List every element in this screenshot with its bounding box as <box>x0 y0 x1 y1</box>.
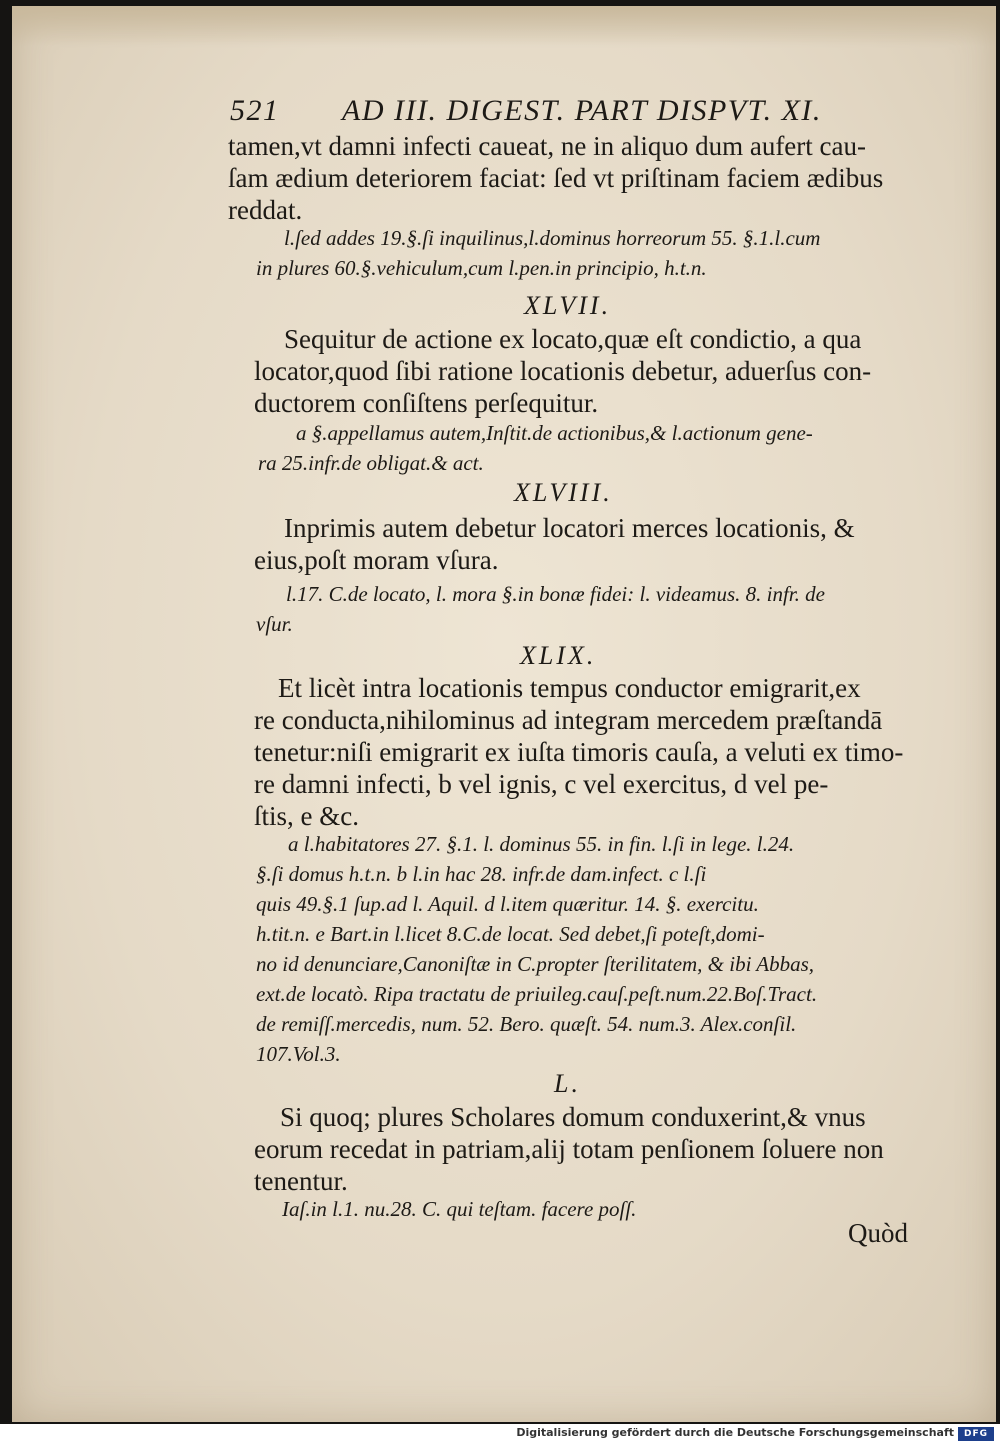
footnote-line: 107.Vol.3. <box>256 1042 341 1066</box>
text-line: re conducta,nihilominus ad integram mercedem præſtandā <box>254 705 883 735</box>
text-line: Si quoq; plures Scholares domum conduxerint,& vnus <box>280 1102 866 1132</box>
text-line: tenetur:niſi emigrarit ex iuſta timoris cauſa, a veluti ex timo- <box>254 737 904 767</box>
footnote-line: vſur. <box>256 612 293 636</box>
text-line: ductorem conſiſtens perſequitur. <box>254 388 599 418</box>
footnote-line: a l.habitatores 27. §.1. l. dominus 55. in fin. l.ſi in lege. l.24. <box>288 832 795 856</box>
section-number: L. <box>554 1069 581 1098</box>
section-number: XLIX. <box>520 641 597 670</box>
footnote-line: l.17. C.de locato, l. mora §.in bonæ fidei: l. videamus. 8. infr. de <box>286 582 825 606</box>
text-line: eius,poſt moram vſura. <box>254 545 499 575</box>
footnote-line: a §.appellamus autem,Inſtit.de actionibus,& l.actionum gene- <box>296 421 813 445</box>
text-line: re damni infecti, b vel ignis, c vel exercitus, d vel pe- <box>254 769 829 799</box>
text-line: locator,quod ſibi ratione locationis debetur, aduerſus con- <box>254 356 872 386</box>
text-line: ſtis, e &c. <box>254 801 359 831</box>
footnote-line: ext.de locatò. Ripa tractatu de priuileg.cauſ.peſt.num.22.Boſ.Tract. <box>256 982 818 1006</box>
text-line: Sequitur de actione ex locato,quæ eſt condictio, a qua <box>284 324 862 354</box>
section-number: XLVIII. <box>514 478 613 507</box>
text-line: ſam ædium deteriorem faciat: ſed vt priſtinam faciem ædibus <box>228 163 884 193</box>
text-line: Inprimis autem debetur locatori merces locationis, & <box>284 513 855 543</box>
footnote-line: no id denunciare,Canoniſtæ in C.propter ſterilitatem, & ibi Abbas, <box>256 952 815 976</box>
page-text <box>12 6 996 1422</box>
funding-credit: Digitalisierung gefördert durch die Deutsche Forschungsgemeinschaft <box>516 1426 954 1439</box>
footnote-line: in plures 60.§.vehiculum,cum l.pen.in principio, h.t.n. <box>256 256 707 280</box>
section-number: XLVII. <box>524 291 612 320</box>
footer-strip <box>0 1424 1000 1444</box>
dfg-logo-icon: DFG <box>958 1427 994 1441</box>
footnote-line: §.ſi domus h.t.n. b l.in hac 28. infr.de dam.infect. c l.ſi <box>256 862 707 886</box>
text-line: tenentur. <box>254 1166 348 1196</box>
footnote-line: h.tit.n. e Bart.in l.licet 8.C.de locat. Sed debet,ſi poteſt,domi- <box>256 922 765 946</box>
book-page <box>12 6 996 1422</box>
text-line: eorum recedat in patriam,alij totam penſionem ſoluere non <box>254 1134 884 1164</box>
footnote-line: l.ſed addes 19.§.ſi inquilinus,l.dominus horreorum 55. §.1.l.cum <box>284 226 821 250</box>
text-line: reddat. <box>228 195 303 225</box>
running-title: AD III. DIGEST. PART DISPVT. XI. <box>342 94 822 127</box>
footnote-line: quis 49.§.1 ſup.ad l. Aquil. d l.item quæritur. 14. §. exercitu. <box>256 892 759 916</box>
page-number: 521 <box>230 94 280 127</box>
footnote-line: de remiſſ.mercedis, num. 52. Bero. quæſt. 54. num.3. Alex.conſil. <box>256 1012 797 1036</box>
catchword: Quòd <box>848 1218 908 1248</box>
footnote-line: Iaſ.in l.1. nu.28. C. qui teſtam. facere poſſ. <box>282 1197 637 1221</box>
footnote-line: ra 25.infr.de obligat.& act. <box>258 451 484 475</box>
text-line: tamen,vt damni infecti caueat, ne in aliquo dum aufert cau- <box>228 131 866 161</box>
text-line: Et licèt intra locationis tempus conductor emigrarit,ex <box>278 673 861 703</box>
